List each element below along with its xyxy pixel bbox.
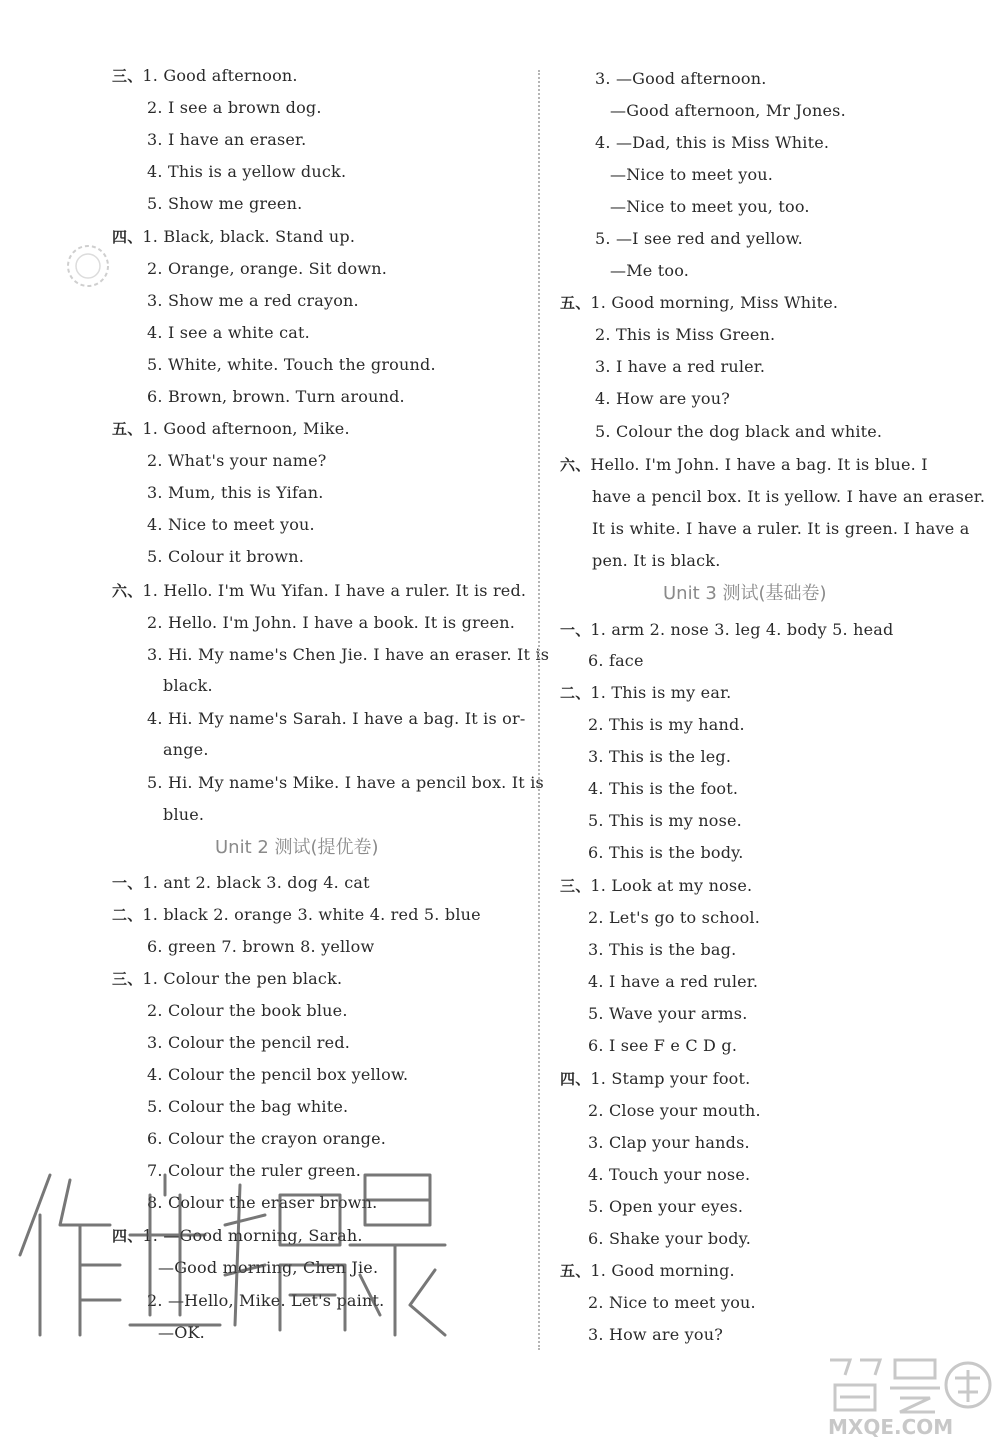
answer-text: ange. — [163, 740, 209, 759]
answer-text: 4. —Dad, this is Miss White. — [595, 133, 830, 152]
section-number: 五、 — [112, 420, 143, 438]
answer-line — [588, 715, 745, 735]
answer-line — [147, 451, 327, 471]
answer-line — [610, 101, 846, 121]
answer-text: 6. green 7. brown 8. yellow — [147, 937, 375, 956]
answer-text: It is white. I have a ruler. It is green. I have a — [592, 519, 970, 538]
answer-line — [147, 1129, 386, 1149]
answer-line — [588, 747, 731, 767]
answer-line — [112, 419, 350, 439]
answer-text: 5. Colour it brown. — [147, 547, 305, 566]
answer-text: 6. This is the body. — [588, 843, 744, 862]
answer-line — [147, 1033, 350, 1053]
answer-line — [147, 259, 387, 279]
answer-text: have a pencil box. It is yellow. I have an eraser. — [592, 487, 986, 506]
answer-line — [147, 613, 515, 633]
answer-line — [588, 972, 758, 992]
answer-text: 1. Black, black. Stand up. — [142, 227, 356, 246]
answer-line — [147, 1097, 348, 1117]
section-number: 三、 — [112, 970, 143, 988]
section-number: 六、 — [560, 456, 591, 474]
answer-text: 1. Good afternoon. — [142, 66, 298, 85]
answer-line — [595, 133, 829, 153]
answer-text: 5. Colour the bag white. — [147, 1097, 349, 1116]
answer-text: 3. Show me a red crayon. — [147, 291, 359, 310]
answer-text: 2. Orange, orange. Sit down. — [147, 259, 388, 278]
section-number: 四、 — [560, 1070, 591, 1088]
answer-text: 8. Colour the eraser brown. — [147, 1193, 378, 1212]
answer-text: 1. Good morning, Miss White. — [590, 293, 839, 312]
answer-text: 6. face — [588, 651, 644, 670]
answer-text: 3. How are you? — [588, 1325, 724, 1344]
answer-line — [592, 487, 985, 507]
answer-line — [112, 873, 370, 893]
answer-text: 3. —Good afternoon. — [595, 69, 767, 88]
stamp-mark — [62, 240, 114, 292]
answer-text: 3. Colour the pencil red. — [147, 1033, 351, 1052]
answer-line — [588, 1293, 756, 1313]
answer-text: 1. arm 2. nose 3. leg 4. body 5. head — [590, 620, 894, 639]
answer-text: 2. This is Miss Green. — [595, 325, 776, 344]
answer-line — [588, 779, 738, 799]
answer-line — [163, 805, 204, 825]
answer-text: 3. This is the bag. — [588, 940, 737, 959]
answer-text: 2. —Hello, Mike. Let's paint. — [147, 1291, 385, 1310]
answer-line — [588, 908, 760, 928]
answer-text: —Me too. — [610, 261, 690, 280]
answer-text: 1. —Good morning, Sarah. — [142, 1226, 363, 1245]
answer-line — [588, 1101, 761, 1121]
answer-text: 4. Hi. My name's Sarah. I have a bag. It is or- — [147, 709, 526, 728]
answer-line — [595, 357, 765, 377]
answer-text: 1. Stamp your foot. — [590, 1069, 751, 1088]
answer-text: 7. Colour the ruler green. — [147, 1161, 361, 1180]
column-divider — [538, 70, 540, 1350]
answer-line — [147, 1065, 408, 1085]
answer-text: 5. Show me green. — [147, 194, 303, 213]
answer-line — [588, 940, 736, 960]
answer-text: 2. Colour the book blue. — [147, 1001, 348, 1020]
answer-text: 6. Shake your body. — [588, 1229, 752, 1248]
answer-text: black. — [163, 676, 213, 695]
answer-line — [147, 709, 525, 729]
answer-line — [560, 1069, 750, 1089]
answer-text: 2. Let's go to school. — [588, 908, 761, 927]
answer-text: —OK. — [158, 1323, 205, 1342]
answer-text: 4. I have a red ruler. — [588, 972, 759, 991]
answer-text: —Good afternoon, Mr Jones. — [610, 101, 846, 120]
answer-line — [595, 422, 882, 442]
section-heading: Unit 3 测试(基础卷) — [663, 583, 827, 604]
answer-line — [147, 483, 324, 503]
answer-line — [112, 905, 481, 925]
answer-text: 4. This is the foot. — [588, 779, 739, 798]
answer-line — [560, 293, 838, 313]
answer-text: 6. Colour the crayon orange. — [147, 1129, 387, 1148]
section-number: 五、 — [560, 1262, 591, 1280]
answer-line — [595, 325, 775, 345]
answer-line — [588, 651, 644, 671]
answer-text: 1. ant 2. black 3. dog 4. cat — [142, 873, 370, 892]
answer-line — [163, 740, 209, 760]
answer-text: 3. I have an eraser. — [147, 130, 307, 149]
answer-line — [610, 165, 773, 185]
answer-text: 2. This is my hand. — [588, 715, 745, 734]
section-number: 一、 — [560, 621, 591, 639]
answer-line — [560, 683, 731, 703]
answer-line — [588, 1133, 750, 1153]
answer-line — [560, 1261, 735, 1281]
answer-line — [595, 229, 803, 249]
answer-text: 4. This is a yellow duck. — [147, 162, 347, 181]
answer-line — [147, 515, 315, 535]
answer-line — [147, 937, 374, 957]
answer-line — [560, 620, 893, 640]
answer-text: 1. Hello. I'm Wu Yifan. I have a ruler. It is red. — [142, 581, 527, 600]
answer-line — [112, 969, 342, 989]
answer-line — [588, 1165, 750, 1185]
answer-text: 3. Clap your hands. — [588, 1133, 750, 1152]
answer-line — [595, 389, 730, 409]
answer-line — [147, 98, 322, 118]
answer-text: 1. black 2. orange 3. white 4. red 5. blue — [142, 905, 481, 924]
answer-text: 1. Good afternoon, Mike. — [142, 419, 350, 438]
answer-line — [588, 1229, 751, 1249]
answer-text: blue. — [163, 805, 205, 824]
answer-line — [592, 551, 720, 571]
answer-text: 4. Nice to meet you. — [147, 515, 315, 534]
answer-line — [588, 1325, 723, 1345]
section-number: 三、 — [560, 877, 591, 895]
answer-text: 5. White, white. Touch the ground. — [147, 355, 436, 374]
answer-text: 3. Mum, this is Yifan. — [147, 483, 324, 502]
answer-line — [560, 455, 928, 475]
answer-text: Hello. I'm John. I have a bag. It is blue. I — [590, 455, 928, 474]
answer-line — [147, 162, 346, 182]
answer-line — [147, 773, 544, 793]
section-number: 二、 — [112, 906, 143, 924]
answer-text: 1. Look at my nose. — [590, 876, 753, 895]
answer-line — [147, 291, 359, 311]
answer-text: 2. What's your name? — [147, 451, 327, 470]
answer-line — [147, 355, 436, 375]
answer-text: 2. Nice to meet you. — [588, 1293, 756, 1312]
answer-line — [163, 676, 213, 696]
answer-line — [112, 66, 298, 86]
answer-text: pen. It is black. — [592, 551, 721, 570]
answer-text: 5. —I see red and yellow. — [595, 229, 803, 248]
answer-line — [588, 1004, 748, 1024]
answer-line — [592, 519, 969, 539]
answer-line — [595, 69, 767, 89]
answer-text: 4. How are you? — [595, 389, 731, 408]
answer-text: 2. I see a brown dog. — [147, 98, 322, 117]
answer-text: —Nice to meet you. — [610, 165, 774, 184]
answer-line — [147, 547, 304, 567]
answer-line — [588, 1197, 743, 1217]
site-logo — [820, 1350, 995, 1440]
section-heading: Unit 2 测试(提优卷) — [215, 837, 379, 858]
answer-line — [588, 1036, 737, 1056]
answer-line — [147, 194, 302, 214]
answer-line — [112, 581, 526, 601]
answer-text: 4. Colour the pencil box yellow. — [147, 1065, 409, 1084]
answer-text: 5. This is my nose. — [588, 811, 742, 830]
answer-line — [147, 387, 405, 407]
answer-text: 3. This is the leg. — [588, 747, 732, 766]
answer-text: 1. Good morning. — [590, 1261, 735, 1280]
section-number: 一、 — [112, 874, 143, 892]
answer-text: 5. Colour the dog black and white. — [595, 422, 883, 441]
section-number: 四、 — [112, 1227, 143, 1245]
watermark-logo — [10, 1155, 450, 1345]
answer-text: 3. I have a red ruler. — [595, 357, 766, 376]
answer-line — [610, 261, 689, 281]
answer-line — [560, 876, 752, 896]
answer-text: 5. Open your eyes. — [588, 1197, 744, 1216]
answer-text: 1. This is my ear. — [590, 683, 732, 702]
answer-text: 6. Brown, brown. Turn around. — [147, 387, 405, 406]
answer-text: 2. Close your mouth. — [588, 1101, 761, 1120]
answer-text: —Nice to meet you, too. — [610, 197, 810, 216]
answer-text: 6. I see F e C D g. — [588, 1036, 738, 1055]
answer-line — [147, 645, 549, 665]
answer-line — [147, 323, 310, 343]
answer-line — [588, 843, 744, 863]
answer-text: 4. I see a white cat. — [147, 323, 310, 342]
answer-text: 3. Hi. My name's Chen Jie. I have an eraser. It is — [147, 645, 550, 664]
answer-text: 5. Hi. My name's Mike. I have a pencil box. It is — [147, 773, 544, 792]
section-number: 六、 — [112, 582, 143, 600]
site-url: MXQE.COM — [828, 1415, 954, 1439]
section-number: 五、 — [560, 294, 591, 312]
answer-text: 5. Wave your arms. — [588, 1004, 748, 1023]
answer-text: 4. Touch your nose. — [588, 1165, 751, 1184]
answer-text: 2. Hello. I'm John. I have a book. It is green. — [147, 613, 516, 632]
answer-line — [588, 811, 742, 831]
answer-line — [147, 1001, 348, 1021]
section-number: 三、 — [112, 67, 143, 85]
answer-text: —Good morning, Chen Jie. — [158, 1258, 379, 1277]
answer-line — [610, 197, 810, 217]
answer-line — [147, 130, 306, 150]
answer-line — [112, 227, 355, 247]
section-number: 四、 — [112, 228, 143, 246]
section-number: 二、 — [560, 684, 591, 702]
answer-text: 1. Colour the pen black. — [142, 969, 343, 988]
